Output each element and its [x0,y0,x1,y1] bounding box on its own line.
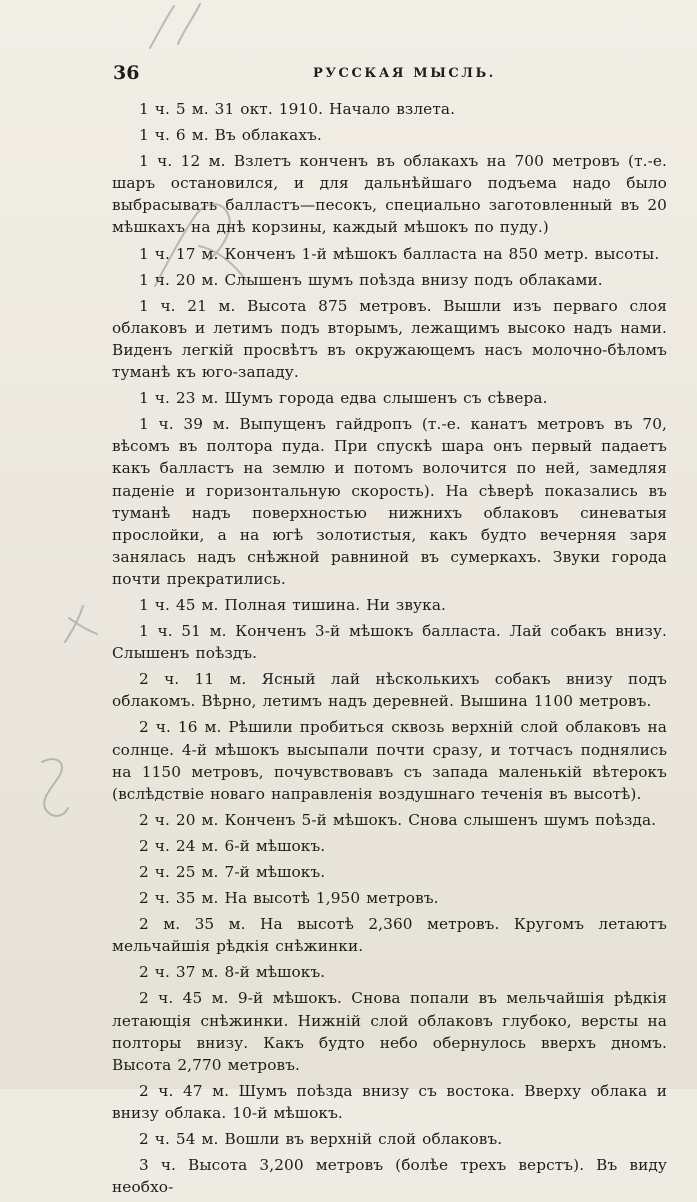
entry-text: Ясный лай нѣсколькихъ собакъ внизу подъ облакомъ. Вѣрно, летимъ надъ деревней. Вышина 1100 метровъ. [112,670,667,711]
diary-entry [112,913,667,957]
diary-entry [112,620,667,664]
diary-entry [112,987,667,1075]
entry-text: Высота 875 метровъ. Вышли изъ перваго слоя облаковъ и летимъ подъ вторымъ, лежащимъ высоко надъ нами. Виденъ легкій просвѣтъ въ окружающемъ насъ молочно-бѣломъ туманѣ къ юго-западу. [112,296,667,382]
diary-entry [112,98,667,120]
diary-entry [112,668,667,712]
entry-text: На высотѣ 2,360 метровъ. Кругомъ летаютъ мельчайшія рѣдкія снѣжинки. [112,915,667,956]
entry-text: Конченъ 5-й мѣшокъ. Снова слышенъ шумъ поѣзда. [224,810,657,829]
entry-time: 1 ч. 39 м. [139,415,230,434]
entry-text: Шумъ поѣзда внизу съ востока. Вверху облака и внизу облака. 10-й мѣшокъ. [112,1081,668,1122]
diary-entry [112,150,667,238]
entry-time: 2 м. 35 м. [139,915,246,934]
entry-text: 9-й мѣшокъ. Снова попали въ мельчайшія рѣдкія летающія снѣжинки. Нижній слой облаковъ глубоко, версты на полторы внизу. Какъ будто небо обернулось вверхъ дномъ. Высота 2,770 метровъ. [112,989,667,1074]
entry-time: 3 ч. [139,1156,177,1175]
entry-text: Конченъ 1-й мѣшокъ балласта на 850 метр. высоты. [224,244,660,263]
diary-entry [112,1154,667,1198]
diary-entry [112,124,667,146]
entry-time: 2 ч. 16 м. [139,718,222,737]
entry-time: 2 ч. 20 м. [139,810,219,829]
entry-time: 1 ч. 6 м. [139,126,209,145]
diary-entry [112,269,667,291]
entry-time: 2 ч. 35 м. [139,889,219,908]
entry-time: 1 ч. 5 м. [139,100,209,118]
entry-text: Полная тишина. Ни звука. [224,595,447,614]
diary-entry [112,594,667,616]
pencil-mark-margin-cross-icon [55,600,105,650]
entry-time: 2 ч. 54 м. [139,1130,219,1149]
entry-time: 2 ч. 25 м. [139,863,219,881]
pencil-mark-top-icon [140,0,220,60]
journal-title: РУССКАЯ МЫСЛЬ. [313,66,496,81]
entry-text: Высота 3,200 метровъ (болѣе трехъ верстъ). Въ виду необхо- [112,1156,667,1197]
entry-text: 8-й мѣшокъ. [224,963,326,982]
entry-text: Шумъ города едва слышенъ съ сѣвера. [224,389,548,408]
diary-entry [112,716,667,804]
entry-time: 2 ч. 24 м. [139,836,219,855]
diary-entry [112,961,667,983]
entry-time: 1 ч. 21 м. [139,296,236,315]
entry-text: На высотѣ 1,950 метровъ. [224,889,439,908]
diary-entry [112,887,667,909]
entry-text: 31 окт. 1910. Начало взлета. [214,100,456,118]
entry-text: Конченъ 3-й мѣшокъ балласта. Лай собакъ внизу. Слышенъ поѣздъ. [112,622,668,663]
entry-text: Взлетъ конченъ въ облакахъ на 700 метровъ (т.-е. шаръ остановился, и для дальнѣйшаго подъема надо было выбрасывать балластъ—песокъ, специально заготовленный въ 20 мѣшкахъ на днѣ корзины, каждый мѣшокъ по пуду.) [112,152,668,237]
entry-text: Вошли въ верхній слой облаковъ. [224,1130,503,1149]
entry-text: 7-й мѣшокъ. [224,863,326,881]
entry-time: 2 ч. 11 м. [139,670,247,689]
diary-text [112,98,667,1202]
entry-time: 1 ч. 17 м. [139,244,219,263]
entry-time: 1 ч. 12 м. [139,152,226,171]
diary-entry [112,387,667,409]
entry-time: 2 ч. 37 м. [139,963,219,982]
running-header [113,62,667,88]
diary-entry [112,1128,667,1150]
entry-time: 1 ч. 20 м. [139,270,219,289]
entry-text: Рѣшили пробиться сквозь верхній слой облаковъ на солнце. 4-й мѣшокъ высыпали почти сразу, и тотчасъ поднялись на 1150 метровъ, почувствовавъ съ запада маленькій вѣтерокъ (вслѣдствіе новаго направленія воздушнаго теченія въ высотѣ). [112,718,667,803]
diary-entry [112,1080,667,1124]
entry-text: Въ облакахъ. [214,126,322,145]
entry-text: 6-й мѣшокъ. [224,836,326,855]
entry-text: Слышенъ шумъ поѣзда внизу подъ облаками. [224,270,603,289]
entry-text: Выпущенъ гайдропъ (т.-е. канатъ метровъ въ 70, вѣсомъ въ полтора пуда. При спускѣ шара онъ первый падаетъ какъ балластъ на землю и потомъ волочится по ней, замедляя паденіе и горизонтальную скорость). На сѣверѣ показались въ туманѣ надъ поверхностью нижнихъ облаковъ синеватыя прослойки, а на югѣ золотистыя, какъ будто вечерняя заря занялась надъ снѣжной равниной въ сумеркахъ. Звуки города почти прекратились. [112,415,667,588]
entry-time: 1 ч. 45 м. [139,595,219,614]
entry-time: 1 ч. 51 м. [139,622,227,641]
page-number: 36 [113,62,140,84]
diary-entry [112,295,667,383]
diary-entry [112,413,667,590]
diary-entry [112,243,667,265]
entry-time: 2 ч. 47 м. [139,1081,230,1100]
diary-entry [112,809,667,831]
entry-time: 1 ч. 23 м. [139,389,219,408]
entry-time: 2 ч. 45 м. [139,989,229,1008]
diary-entry [112,835,667,857]
diary-entry [112,861,667,883]
pencil-mark-margin-squiggle-icon [28,750,78,830]
